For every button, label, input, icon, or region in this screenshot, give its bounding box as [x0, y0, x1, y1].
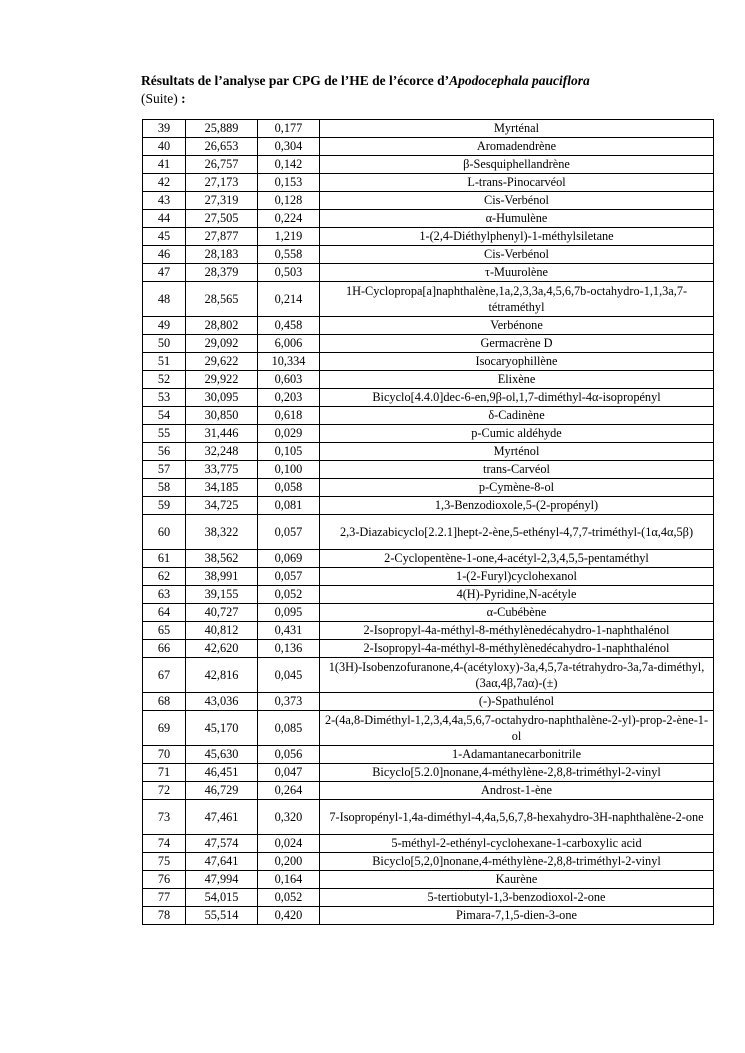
- percentage-cell: 0,304: [258, 138, 320, 156]
- percentage-cell: 0,056: [258, 746, 320, 764]
- percentage-cell: 0,047: [258, 764, 320, 782]
- retention-time-cell: 54,015: [186, 889, 258, 907]
- suite-colon: :: [177, 91, 186, 106]
- peak-number-cell: 72: [143, 782, 186, 800]
- compound-name-cell: Bicyclo[4.4.0]dec-6-en,9β-ol,1,7-diméthyl-4α-isopropényl: [320, 389, 714, 407]
- compound-name-cell: p-Cymène-8-ol: [320, 479, 714, 497]
- table-row: [143, 156, 714, 174]
- peak-number-cell: 62: [143, 568, 186, 586]
- compound-name-cell: Verbénone: [320, 317, 714, 335]
- table-row: [143, 389, 714, 407]
- retention-time-cell: 42,620: [186, 640, 258, 658]
- retention-time-cell: 30,095: [186, 389, 258, 407]
- table-row: [143, 871, 714, 889]
- retention-time-cell: 39,155: [186, 586, 258, 604]
- percentage-cell: 0,264: [258, 782, 320, 800]
- compound-name-cell: 7-Isopropényl-1,4a-diméthyl-4,4a,5,6,7,8-hexahydro-3H-naphthalène-2-one: [320, 800, 714, 835]
- retention-time-cell: 40,727: [186, 604, 258, 622]
- percentage-cell: 0,128: [258, 192, 320, 210]
- table-row: [143, 800, 714, 835]
- compound-name-cell: 2,3-Diazabicyclo[2.2.1]hept-2-ène,5-ethényl-4,7,7-triméthyl-(1α,4α,5β): [320, 515, 714, 550]
- compound-name-cell: 5-tertiobutyl-1,3-benzodioxol-2-one: [320, 889, 714, 907]
- table-row: [143, 907, 714, 925]
- suite-text: (Suite): [141, 91, 178, 106]
- percentage-cell: 0,420: [258, 907, 320, 925]
- peak-number-cell: 61: [143, 550, 186, 568]
- retention-time-cell: 47,641: [186, 853, 258, 871]
- table-row: [143, 479, 714, 497]
- table-row: [143, 282, 714, 317]
- retention-time-cell: 47,574: [186, 835, 258, 853]
- table-row: [143, 764, 714, 782]
- peak-number-cell: 40: [143, 138, 186, 156]
- peak-number-cell: 44: [143, 210, 186, 228]
- percentage-cell: 0,203: [258, 389, 320, 407]
- peak-number-cell: 76: [143, 871, 186, 889]
- peak-number-cell: 48: [143, 282, 186, 317]
- percentage-cell: 1,219: [258, 228, 320, 246]
- table-row: [143, 515, 714, 550]
- peak-number-cell: 42: [143, 174, 186, 192]
- retention-time-cell: 45,630: [186, 746, 258, 764]
- table-row: [143, 461, 714, 479]
- retention-time-cell: 28,183: [186, 246, 258, 264]
- percentage-cell: 0,081: [258, 497, 320, 515]
- retention-time-cell: 26,653: [186, 138, 258, 156]
- compound-name-cell: α-Humulène: [320, 210, 714, 228]
- peak-number-cell: 53: [143, 389, 186, 407]
- peak-number-cell: 41: [143, 156, 186, 174]
- percentage-cell: 0,057: [258, 568, 320, 586]
- table-row: [143, 371, 714, 389]
- compound-name-cell: 1(3H)-Isobenzofuranone,4-(acétyloxy)-3a,4,5,7a-tétrahydro-3a,7a-diméthyl,(3aα,4β,7aα)-(±): [320, 658, 714, 693]
- percentage-cell: 6,006: [258, 335, 320, 353]
- peak-number-cell: 56: [143, 443, 186, 461]
- table-row: [143, 353, 714, 371]
- retention-time-cell: 28,379: [186, 264, 258, 282]
- page-heading: [141, 72, 721, 108]
- compound-name-cell: Elixène: [320, 371, 714, 389]
- table-row: [143, 425, 714, 443]
- table-row: [143, 782, 714, 800]
- table-row: [143, 550, 714, 568]
- percentage-cell: 0,085: [258, 711, 320, 746]
- table-row: [143, 746, 714, 764]
- retention-time-cell: 46,729: [186, 782, 258, 800]
- table-row: [143, 407, 714, 425]
- compound-name-cell: Cis-Verbénol: [320, 246, 714, 264]
- compound-name-cell: p-Cumic aldéhyde: [320, 425, 714, 443]
- table-row: [143, 192, 714, 210]
- peak-number-cell: 39: [143, 120, 186, 138]
- percentage-cell: 0,100: [258, 461, 320, 479]
- table-row: [143, 658, 714, 693]
- percentage-cell: 0,069: [258, 550, 320, 568]
- peak-number-cell: 78: [143, 907, 186, 925]
- retention-time-cell: 38,991: [186, 568, 258, 586]
- compound-name-cell: 2-(4a,8-Diméthyl-1,2,3,4,4a,5,6,7-octahydro-naphthalène-2-yl)-prop-2-ène-1-ol: [320, 711, 714, 746]
- percentage-cell: 0,029: [258, 425, 320, 443]
- table-row: [143, 174, 714, 192]
- peak-number-cell: 46: [143, 246, 186, 264]
- percentage-cell: 0,603: [258, 371, 320, 389]
- peak-number-cell: 75: [143, 853, 186, 871]
- peak-number-cell: 71: [143, 764, 186, 782]
- percentage-cell: 0,045: [258, 658, 320, 693]
- results-table-body: [143, 120, 714, 925]
- table-row: [143, 568, 714, 586]
- retention-time-cell: 31,446: [186, 425, 258, 443]
- compound-name-cell: Myrténol: [320, 443, 714, 461]
- table-row: [143, 711, 714, 746]
- retention-time-cell: 45,170: [186, 711, 258, 746]
- compound-name-cell: (-)-Spathulénol: [320, 693, 714, 711]
- compound-name-cell: β-Sesquiphellandrène: [320, 156, 714, 174]
- retention-time-cell: 55,514: [186, 907, 258, 925]
- table-row: [143, 497, 714, 515]
- peak-number-cell: 68: [143, 693, 186, 711]
- compound-name-cell: 2-Isopropyl-4a-méthyl-8-méthylènedécahydro-1-naphthalénol: [320, 640, 714, 658]
- peak-number-cell: 49: [143, 317, 186, 335]
- compound-name-cell: Cis-Verbénol: [320, 192, 714, 210]
- peak-number-cell: 55: [143, 425, 186, 443]
- peak-number-cell: 51: [143, 353, 186, 371]
- percentage-cell: 0,095: [258, 604, 320, 622]
- compound-name-cell: Kaurène: [320, 871, 714, 889]
- table-row: [143, 210, 714, 228]
- peak-number-cell: 70: [143, 746, 186, 764]
- retention-time-cell: 28,802: [186, 317, 258, 335]
- compound-name-cell: Pimara-7,1,5-dien-3-one: [320, 907, 714, 925]
- table-row: [143, 228, 714, 246]
- peak-number-cell: 64: [143, 604, 186, 622]
- percentage-cell: 0,164: [258, 871, 320, 889]
- peak-number-cell: 50: [143, 335, 186, 353]
- percentage-cell: 0,142: [258, 156, 320, 174]
- retention-time-cell: 46,451: [186, 764, 258, 782]
- peak-number-cell: 74: [143, 835, 186, 853]
- retention-time-cell: 34,725: [186, 497, 258, 515]
- peak-number-cell: 73: [143, 800, 186, 835]
- retention-time-cell: 28,565: [186, 282, 258, 317]
- retention-time-cell: 29,922: [186, 371, 258, 389]
- compound-name-cell: 1,3-Benzodioxole,5-(2-propényl): [320, 497, 714, 515]
- retention-time-cell: 27,877: [186, 228, 258, 246]
- percentage-cell: 0,200: [258, 853, 320, 871]
- retention-time-cell: 27,173: [186, 174, 258, 192]
- table-row: [143, 120, 714, 138]
- table-row: [143, 138, 714, 156]
- table-row: [143, 335, 714, 353]
- percentage-cell: 0,105: [258, 443, 320, 461]
- percentage-cell: 0,431: [258, 622, 320, 640]
- peak-number-cell: 60: [143, 515, 186, 550]
- table-row: [143, 246, 714, 264]
- retention-time-cell: 26,757: [186, 156, 258, 174]
- percentage-cell: 0,558: [258, 246, 320, 264]
- retention-time-cell: 29,092: [186, 335, 258, 353]
- retention-time-cell: 38,562: [186, 550, 258, 568]
- percentage-cell: 0,458: [258, 317, 320, 335]
- table-row: [143, 889, 714, 907]
- compound-name-cell: 1H-Cyclopropa[a]naphthalène,1a,2,3,3a,4,5,6,7b-octahydro-1,1,3a,7-tétraméthyl: [320, 282, 714, 317]
- compound-name-cell: Bicyclo[5.2.0]nonane,4-méthylène-2,8,8-triméthyl-2-vinyl: [320, 764, 714, 782]
- table-row: [143, 443, 714, 461]
- percentage-cell: 0,224: [258, 210, 320, 228]
- retention-time-cell: 32,248: [186, 443, 258, 461]
- compound-name-cell: Aromadendrène: [320, 138, 714, 156]
- percentage-cell: 0,052: [258, 586, 320, 604]
- retention-time-cell: 47,461: [186, 800, 258, 835]
- table-title: [141, 72, 721, 90]
- peak-number-cell: 45: [143, 228, 186, 246]
- compound-name-cell: 1-(2,4-Diéthylphenyl)-1-méthylsiletane: [320, 228, 714, 246]
- compound-name-cell: 1-(2-Furyl)cyclohexanol: [320, 568, 714, 586]
- suite-label: [141, 90, 721, 108]
- peak-number-cell: 63: [143, 586, 186, 604]
- compound-name-cell: 4(H)-Pyridine,N-acétyle: [320, 586, 714, 604]
- peak-number-cell: 58: [143, 479, 186, 497]
- retention-time-cell: 38,322: [186, 515, 258, 550]
- compound-name-cell: L-trans-Pinocarvéol: [320, 174, 714, 192]
- retention-time-cell: 27,319: [186, 192, 258, 210]
- species-name: Apodocephala pauciflora: [449, 73, 590, 88]
- compound-name-cell: trans-Carvéol: [320, 461, 714, 479]
- peak-number-cell: 66: [143, 640, 186, 658]
- percentage-cell: 10,334: [258, 353, 320, 371]
- percentage-cell: 0,024: [258, 835, 320, 853]
- table-row: [143, 622, 714, 640]
- percentage-cell: 0,503: [258, 264, 320, 282]
- percentage-cell: 0,052: [258, 889, 320, 907]
- table-row: [143, 586, 714, 604]
- percentage-cell: 0,373: [258, 693, 320, 711]
- peak-number-cell: 52: [143, 371, 186, 389]
- table-row: [143, 835, 714, 853]
- table-row: [143, 604, 714, 622]
- retention-time-cell: 27,505: [186, 210, 258, 228]
- peak-number-cell: 67: [143, 658, 186, 693]
- percentage-cell: 0,214: [258, 282, 320, 317]
- compound-name-cell: 5-méthyl-2-ethényl-cyclohexane-1-carboxylic acid: [320, 835, 714, 853]
- peak-number-cell: 47: [143, 264, 186, 282]
- compound-name-cell: δ-Cadinène: [320, 407, 714, 425]
- percentage-cell: 0,320: [258, 800, 320, 835]
- peak-number-cell: 65: [143, 622, 186, 640]
- compound-name-cell: 2-Cyclopentène-1-one,4-acétyl-2,3,4,5,5-pentaméthyl: [320, 550, 714, 568]
- compound-name-cell: 2-Isopropyl-4a-méthyl-8-méthylènedécahydro-1-naphthalénol: [320, 622, 714, 640]
- compound-name-cell: τ-Muurolène: [320, 264, 714, 282]
- percentage-cell: 0,136: [258, 640, 320, 658]
- table-row: [143, 853, 714, 871]
- results-table: [142, 119, 714, 925]
- peak-number-cell: 54: [143, 407, 186, 425]
- retention-time-cell: 33,775: [186, 461, 258, 479]
- compound-name-cell: Isocaryophillène: [320, 353, 714, 371]
- retention-time-cell: 43,036: [186, 693, 258, 711]
- percentage-cell: 0,177: [258, 120, 320, 138]
- table-row: [143, 693, 714, 711]
- retention-time-cell: 47,994: [186, 871, 258, 889]
- retention-time-cell: 30,850: [186, 407, 258, 425]
- retention-time-cell: 40,812: [186, 622, 258, 640]
- retention-time-cell: 34,185: [186, 479, 258, 497]
- compound-name-cell: Bicyclo[5,2,0]nonane,4-méthylène-2,8,8-triméthyl-2-vinyl: [320, 853, 714, 871]
- percentage-cell: 0,618: [258, 407, 320, 425]
- title-text: Résultats de l’analyse par CPG de l’HE de l’écorce d’: [141, 73, 450, 88]
- table-row: [143, 317, 714, 335]
- compound-name-cell: Androst-1-ène: [320, 782, 714, 800]
- retention-time-cell: 29,622: [186, 353, 258, 371]
- compound-name-cell: α-Cubébène: [320, 604, 714, 622]
- compound-name-cell: Germacrène D: [320, 335, 714, 353]
- retention-time-cell: 42,816: [186, 658, 258, 693]
- table-row: [143, 264, 714, 282]
- compound-name-cell: Myrténal: [320, 120, 714, 138]
- peak-number-cell: 59: [143, 497, 186, 515]
- peak-number-cell: 77: [143, 889, 186, 907]
- peak-number-cell: 69: [143, 711, 186, 746]
- percentage-cell: 0,058: [258, 479, 320, 497]
- peak-number-cell: 43: [143, 192, 186, 210]
- table-row: [143, 640, 714, 658]
- peak-number-cell: 57: [143, 461, 186, 479]
- compound-name-cell: 1-Adamantanecarbonitrile: [320, 746, 714, 764]
- retention-time-cell: 25,889: [186, 120, 258, 138]
- percentage-cell: 0,153: [258, 174, 320, 192]
- percentage-cell: 0,057: [258, 515, 320, 550]
